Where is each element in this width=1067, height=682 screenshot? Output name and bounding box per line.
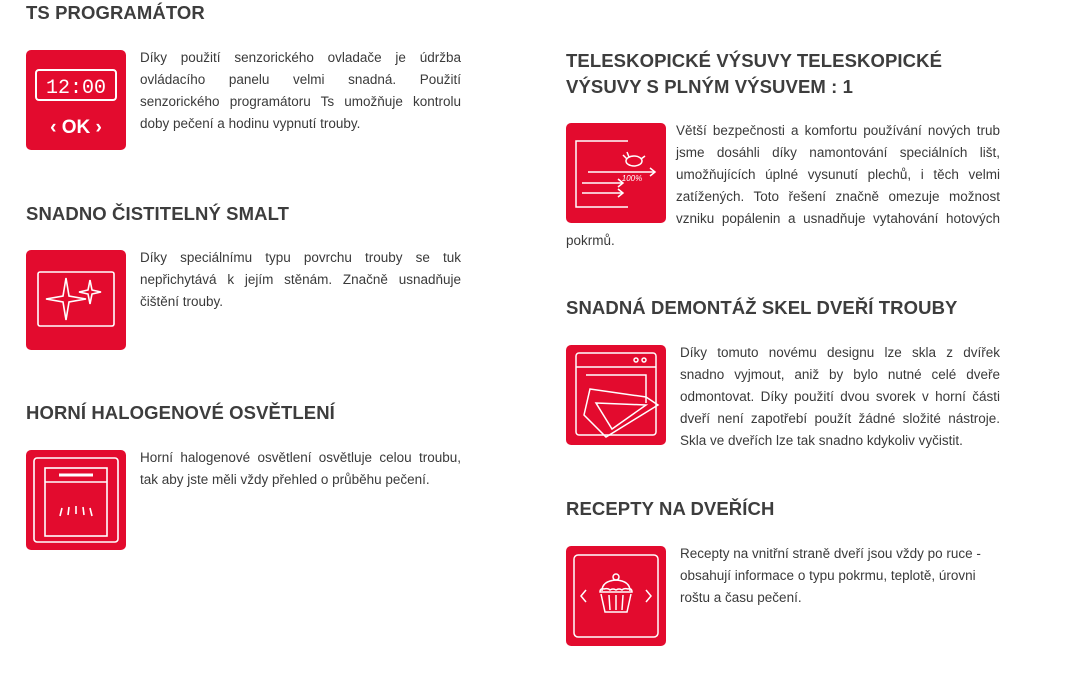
feature-description: Díky použití senzorického ovladače je údržba ovládacího panelu velmi snadná. Použití senzorického programátoru Ts umožňuje kontrolu doby pečení a hodinu vypnutí trouby. — [140, 50, 461, 131]
feature-title: TS PROGRAMÁTOR — [26, 2, 205, 23]
feature-description — [566, 120, 1000, 252]
oven-door-glass-icon — [566, 345, 666, 445]
percent-label: 100% — [621, 174, 643, 183]
cupcake-recipes-icon — [566, 546, 666, 646]
feature-title: TELESKOPICKÉ VÝSUVY TELESKOPICKÉ VÝSUVY S PLNÝM VÝSUVEM : 1 — [566, 50, 943, 97]
icon-spacer — [566, 120, 676, 224]
sparkle-enamel-icon — [26, 250, 126, 350]
ok-label: ‹ OK › — [50, 117, 102, 138]
feature-title: HORNÍ HALOGENOVÉ OSVĚTLENÍ — [26, 402, 335, 423]
feature-description: Recepty na vnitřní straně dveří jsou vždy po ruce - obsahují informace o typu pokrmu, teplotě, úrovni roštu a času pečení. — [680, 546, 981, 605]
oven-light-icon — [26, 450, 126, 550]
display-time: 12:00 — [45, 77, 107, 100]
feature-title: SNADNÁ DEMONTÁŽ SKEL DVEŘÍ TROUBY — [566, 297, 958, 318]
feature-title: SNADNO ČISTITELNÝ SMALT — [26, 203, 290, 224]
feature-description: Díky tomuto novému designu lze skla z dvířek snadno vyjmout, aniž by bylo nutné celé dveře odmontovat. Díky použití dvou svorek v horní části dveří není zapotřebí použít žádné složité nástroje. Skla ve dveřích lze tak snadno kdykoliv vyčistit. — [680, 345, 1000, 448]
digital-programmer-icon — [26, 50, 126, 150]
feature-description: Horní halogenové osvětlení osvětluje celou troubu, tak aby jste měli vždy přehled o průběhu pečení. — [140, 450, 461, 487]
feature-description-text: Větší bezpečnosti a komfortu používání nových trub jsme dosáhli díky namontování speciálních lišt, umožňujících úplné vysunutí plechů, i těch velmi zatížených. Toto řešení značně omezuje možnost vzniku popálenin a usnadňuje vytahování hotových pokrmů. — [566, 123, 1000, 248]
feature-title: RECEPTY NA DVEŘÍCH — [566, 498, 775, 519]
feature-description: Díky speciálnímu typu povrchu trouby se tuk nepřichytává k jejím stěnám. Značně usnadňuje čištění trouby. — [140, 250, 461, 309]
